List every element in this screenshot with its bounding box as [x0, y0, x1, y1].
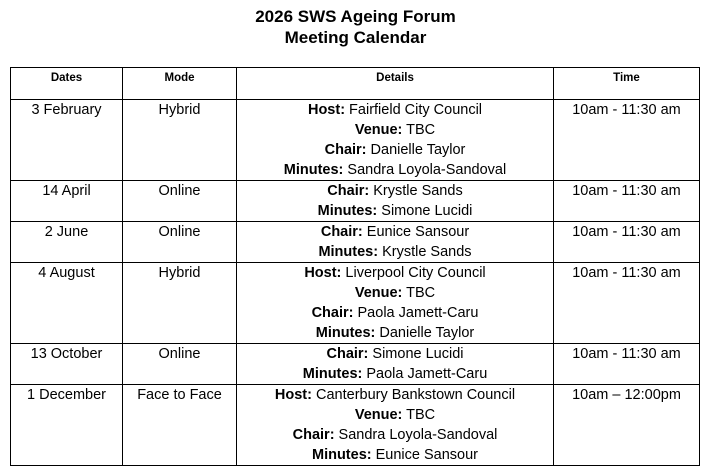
detail-value: Sandra Loyola-Sandoval: [343, 162, 507, 178]
detail-label: Venue:: [354, 285, 403, 301]
cell-time: 10am - 11:30 am: [554, 181, 700, 222]
detail-line: [237, 100, 553, 120]
detail-line: [237, 344, 553, 364]
table-body: [11, 100, 700, 466]
detail-line: [237, 283, 553, 303]
cell-mode: Hybrid: [123, 263, 237, 344]
title-line-1: 2026 SWS Ageing Forum: [255, 7, 456, 26]
detail-label: Host:: [307, 102, 346, 118]
cell-date: 4 August: [11, 263, 123, 344]
title-line-2: Meeting Calendar: [284, 28, 427, 47]
detail-value: Fairfield City Council: [345, 102, 483, 118]
cell-date: 13 October: [11, 344, 123, 385]
cell-details: [237, 181, 554, 222]
table-row: [11, 263, 700, 344]
header-details: Details: [237, 68, 554, 100]
detail-value: Paola Jamett-Caru: [362, 366, 488, 382]
detail-label: Chair:: [326, 346, 369, 362]
detail-label: Host:: [274, 387, 312, 403]
cell-time: 10am - 11:30 am: [554, 263, 700, 344]
detail-value: Sandra Loyola-Sandoval: [334, 427, 498, 443]
cell-details: [237, 263, 554, 344]
cell-details: [237, 100, 554, 181]
detail-value: Krystle Sands: [369, 183, 463, 199]
detail-label: Chair:: [311, 305, 354, 321]
cell-time: 10am – 12:00pm: [554, 385, 700, 466]
header-time: Time: [554, 68, 700, 100]
table-header-row: [11, 68, 700, 100]
detail-value: Paola Jamett-Caru: [353, 305, 479, 321]
detail-value: Liverpool City Council: [341, 265, 486, 281]
detail-label: Chair:: [292, 427, 335, 443]
detail-label: Minutes:: [302, 366, 363, 382]
detail-line: [237, 445, 553, 465]
table-row: [11, 344, 700, 385]
detail-value: TBC: [402, 122, 436, 138]
detail-label: Minutes:: [318, 244, 379, 260]
detail-label: Chair:: [324, 142, 367, 158]
cell-time: 10am - 11:30 am: [554, 344, 700, 385]
detail-value: Danielle Taylor: [366, 142, 466, 158]
cell-details: [237, 222, 554, 263]
detail-label: Host:: [304, 265, 342, 281]
detail-line: [237, 160, 553, 180]
detail-label: Minutes:: [315, 325, 376, 341]
cell-mode: Hybrid: [123, 100, 237, 181]
cell-details: [237, 344, 554, 385]
detail-line: [237, 181, 553, 201]
detail-line: [237, 242, 553, 262]
cell-details: [237, 385, 554, 466]
detail-line: [237, 222, 553, 242]
table-row: [11, 385, 700, 466]
cell-date: 3 February: [11, 100, 123, 181]
detail-line: [237, 201, 553, 221]
table-row: [11, 222, 700, 263]
detail-label: Chair:: [320, 224, 363, 240]
table-row: [11, 181, 700, 222]
detail-value: TBC: [402, 285, 436, 301]
cell-time: 10am - 11:30 am: [554, 100, 700, 181]
detail-line: [237, 405, 553, 425]
detail-value: Simone Lucidi: [368, 346, 464, 362]
detail-line: [237, 120, 553, 140]
table-row: [11, 100, 700, 181]
detail-line: [237, 385, 553, 405]
cell-mode: Online: [123, 222, 237, 263]
header-mode: Mode: [123, 68, 237, 100]
cell-mode: Face to Face: [123, 385, 237, 466]
detail-value: TBC: [402, 407, 436, 423]
detail-value: Krystle Sands: [378, 244, 472, 260]
detail-line: [237, 364, 553, 384]
detail-value: Eunice Sansour: [362, 224, 470, 240]
detail-label: Minutes:: [311, 447, 372, 463]
detail-line: [237, 323, 553, 343]
detail-value: Simone Lucidi: [377, 203, 473, 219]
detail-label: Venue:: [354, 122, 403, 138]
detail-line: [237, 303, 553, 323]
detail-value: Danielle Taylor: [375, 325, 475, 341]
detail-line: [237, 263, 553, 283]
cell-date: 14 April: [11, 181, 123, 222]
header-dates: Dates: [11, 68, 123, 100]
cell-mode: Online: [123, 344, 237, 385]
detail-value: Eunice Sansour: [371, 447, 478, 463]
cell-mode: Online: [123, 181, 237, 222]
cell-time: 10am - 11:30 am: [554, 222, 700, 263]
cell-date: 1 December: [11, 385, 123, 466]
detail-label: Minutes:: [317, 203, 378, 219]
detail-label: Minutes:: [283, 162, 344, 178]
detail-line: [237, 140, 553, 160]
detail-line: [237, 425, 553, 445]
meeting-calendar-table: [10, 67, 700, 466]
cell-date: 2 June: [11, 222, 123, 263]
document-title: [0, 6, 711, 48]
detail-label: Chair:: [327, 183, 370, 199]
detail-label: Venue:: [354, 407, 403, 423]
detail-value: Canterbury Bankstown Council: [311, 387, 516, 403]
